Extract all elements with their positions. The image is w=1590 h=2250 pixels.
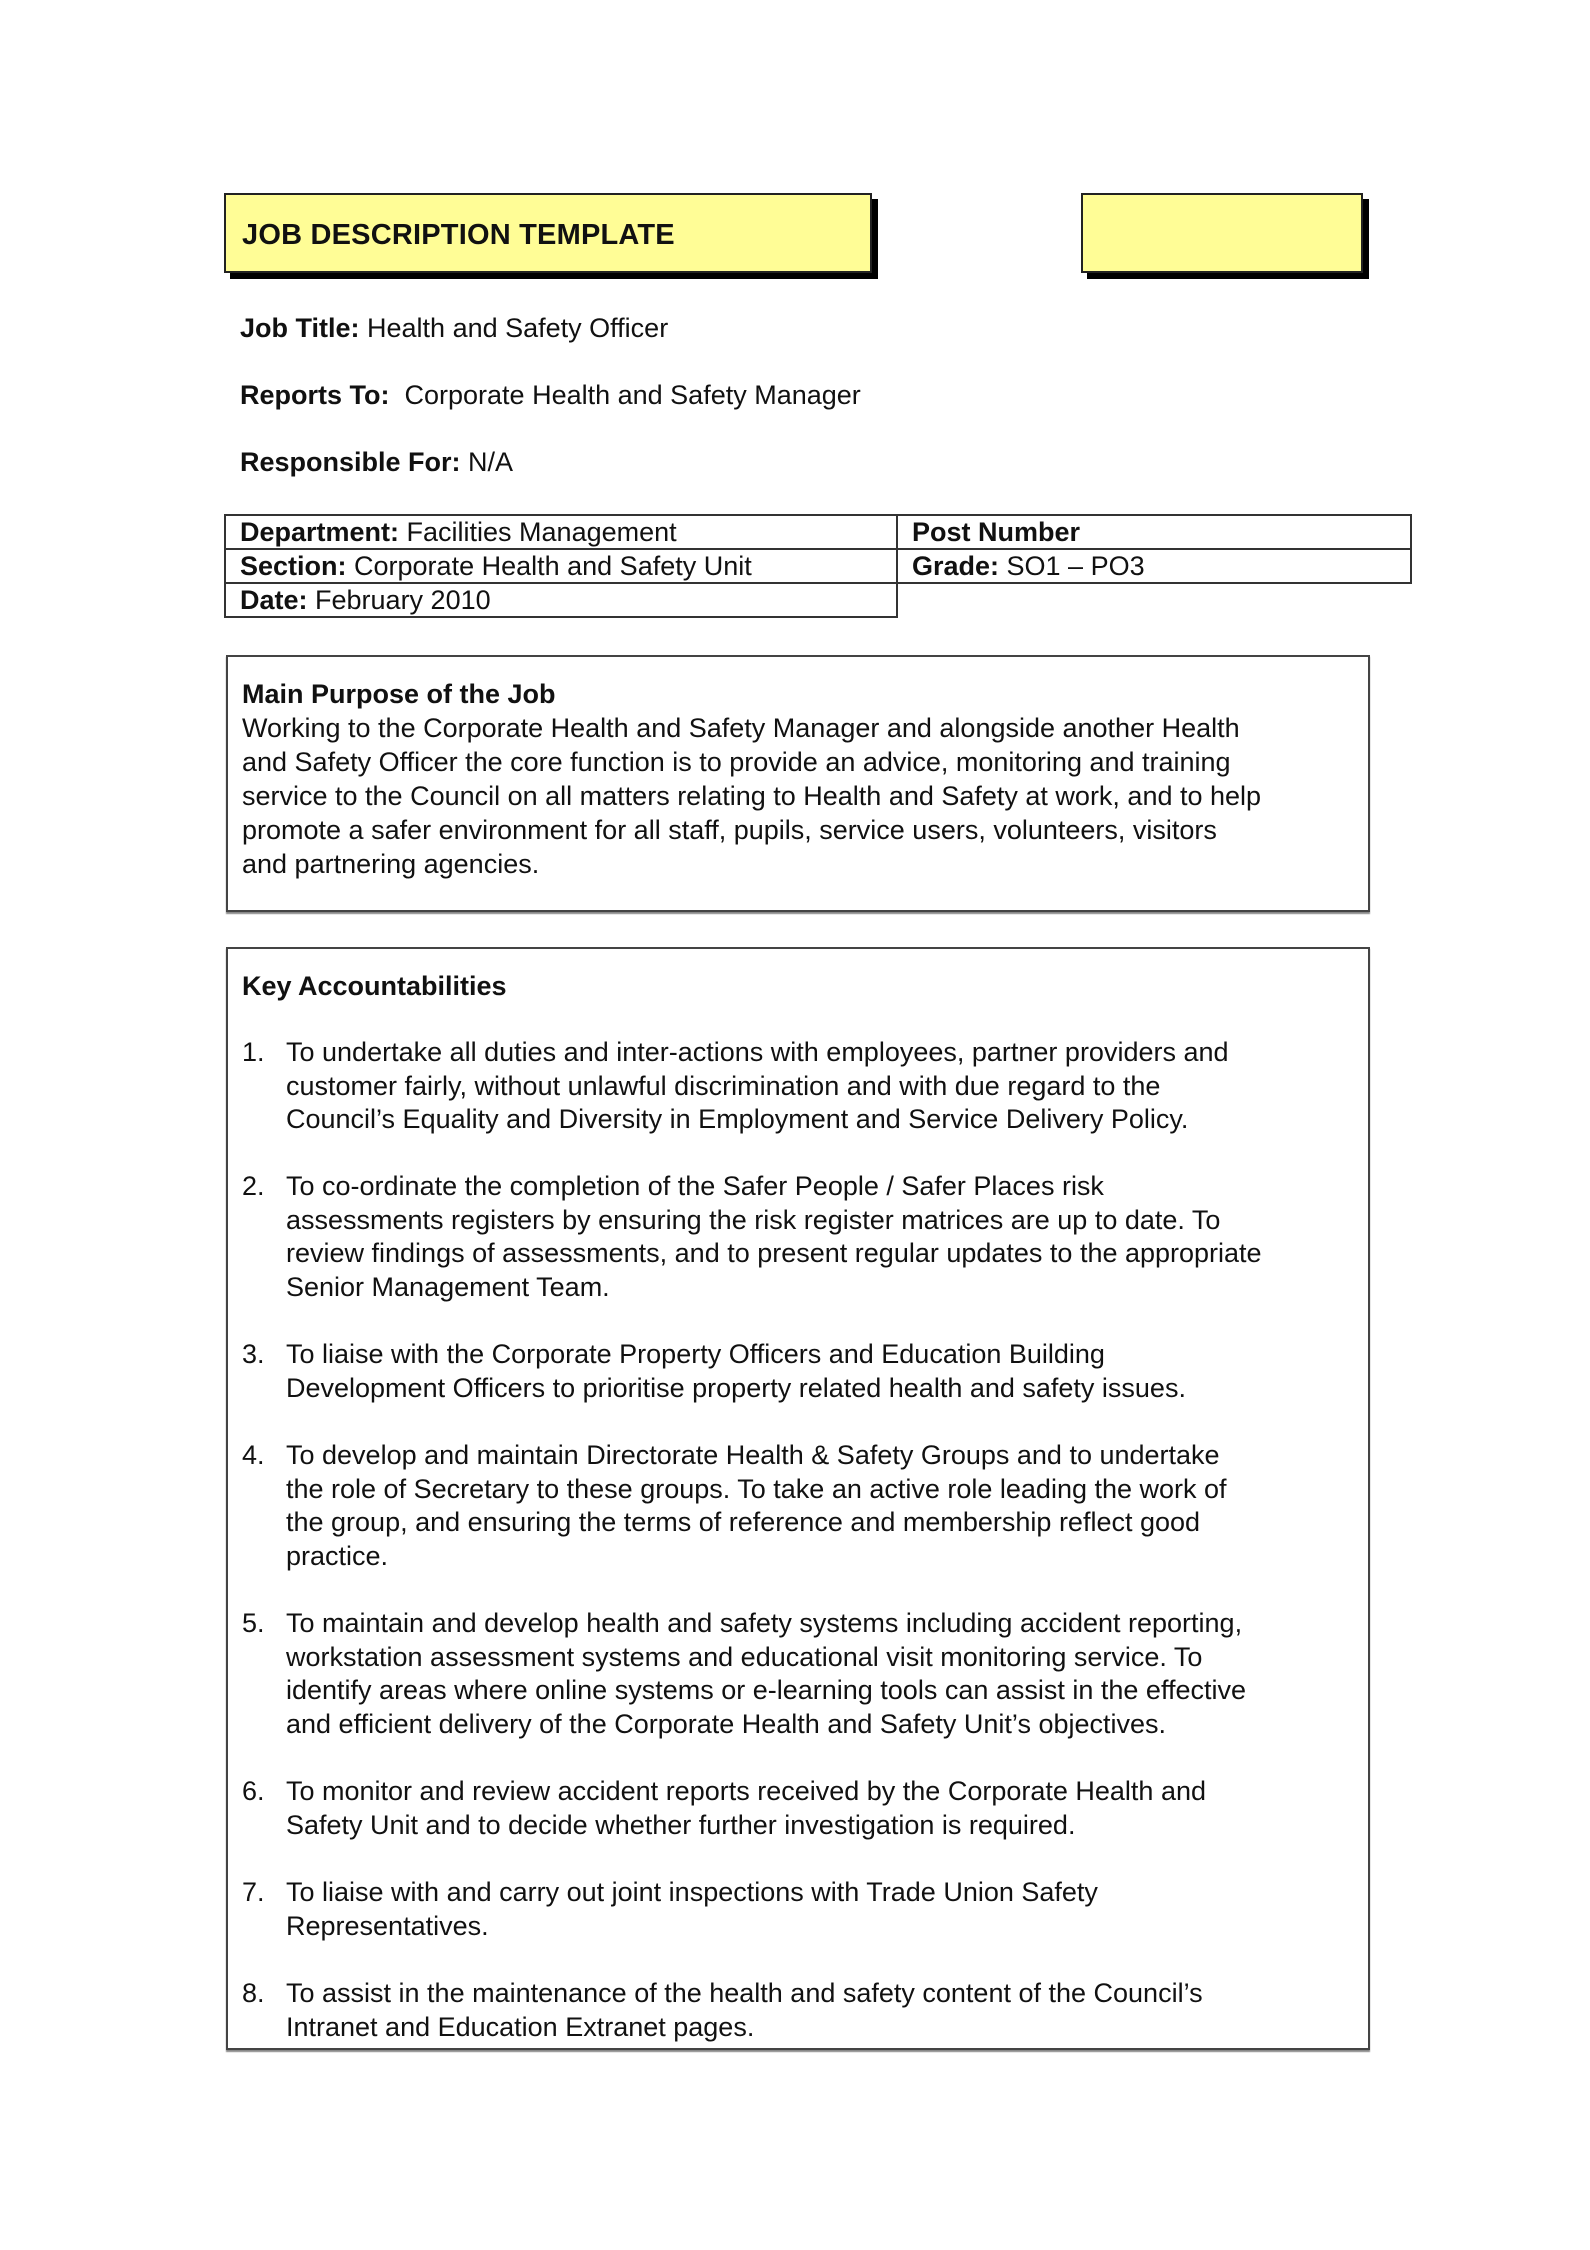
item-line: review findings of assessments, and to present regular updates to the appropriate — [286, 1238, 1262, 1269]
item-line: practice. — [286, 1540, 389, 1571]
info-row — [225, 515, 1411, 549]
item-line: To undertake all duties and inter-actions with employees, partner providers and — [286, 1037, 1229, 1067]
key-accountabilities-box — [226, 947, 1370, 2050]
key-accountabilities-title: Key Accountabilities — [242, 971, 507, 1001]
section-value: Corporate Health and Safety Unit — [346, 551, 752, 581]
item-number: 2. — [242, 1171, 265, 1201]
document-title: JOB DESCRIPTION TEMPLATE — [242, 219, 675, 251]
item-text — [286, 1775, 1356, 1842]
item-text — [286, 1876, 1356, 1943]
section-label: Section: — [240, 551, 347, 581]
reports-to-field — [240, 378, 861, 412]
department-label: Department: — [240, 517, 400, 547]
department-value: Facilities Management — [399, 517, 677, 547]
item-number: 7. — [242, 1877, 265, 1907]
job-title-field — [240, 311, 668, 345]
item-number: 8. — [242, 1978, 265, 2008]
item-text — [286, 1607, 1356, 1741]
blank-header-box — [1081, 193, 1363, 273]
main-purpose-line: Working to the Corporate Health and Safety Manager and alongside another Health — [242, 713, 1240, 743]
item-line: To develop and maintain Directorate Health & Safety Groups and to undertake — [286, 1440, 1220, 1470]
responsible-for-value: N/A — [460, 447, 514, 477]
post-number-label: Post Number — [912, 517, 1081, 547]
main-purpose-line: service to the Council on all matters relating to Health and Safety at work, and to help — [242, 781, 1262, 811]
item-text — [286, 1977, 1356, 2044]
item-line: customer fairly, without unlawful discrimination and with due regard to the — [286, 1070, 1161, 1101]
reports-to-value: Corporate Health and Safety Manager — [389, 380, 861, 410]
responsible-for-field — [240, 445, 513, 479]
item-line: Representatives. — [286, 1910, 489, 1941]
item-line: assessments registers by ensuring the risk register matrices are up to date. To — [286, 1204, 1221, 1235]
item-line: Development Officers to prioritise property related health and safety issues. — [286, 1372, 1186, 1403]
info-row — [225, 549, 1411, 583]
date-value: February 2010 — [307, 585, 491, 615]
item-line: the group, and ensuring the terms of reference and membership reflect good — [286, 1507, 1201, 1538]
item-line: the role of Secretary to these groups. To take an active role leading the work of — [286, 1473, 1227, 1504]
responsible-for-label: Responsible For: — [240, 447, 461, 477]
item-number: 1. — [242, 1037, 265, 1067]
item-text — [286, 1338, 1356, 1405]
title-box — [224, 193, 872, 273]
item-line: To maintain and develop health and safety systems including accident reporting, — [286, 1608, 1243, 1638]
section-cell — [225, 549, 897, 583]
item-line: Intranet and Education Extranet pages. — [286, 2011, 755, 2042]
item-line: identify areas where online systems or e-learning tools can assist in the effective — [286, 1675, 1246, 1706]
job-title-value: Health and Safety Officer — [359, 313, 669, 343]
item-line: To assist in the maintenance of the health and safety content of the Council’s — [286, 1978, 1203, 2008]
main-purpose-box — [226, 655, 1370, 912]
date-label: Date: — [240, 585, 308, 615]
post-number-cell — [897, 515, 1411, 549]
item-line: and efficient delivery of the Corporate Health and Safety Unit’s objectives. — [286, 1708, 1167, 1739]
item-line: Senior Management Team. — [286, 1271, 610, 1302]
item-line: workstation assessment systems and educational visit monitoring service. To — [286, 1641, 1203, 1672]
main-purpose-line: promote a safer environment for all staff, pupils, service users, volunteers, visitors — [242, 815, 1217, 845]
grade-value: SO1 – PO3 — [999, 551, 1145, 581]
reports-to-label: Reports To: — [240, 380, 390, 410]
item-text — [286, 1170, 1356, 1304]
main-purpose-line: and Safety Officer the core function is to provide an advice, monitoring and training — [242, 747, 1231, 777]
grade-cell — [897, 549, 1411, 583]
item-line: To liaise with the Corporate Property Officers and Education Building — [286, 1339, 1105, 1369]
item-number: 6. — [242, 1776, 265, 1806]
item-line: To monitor and review accident reports received by the Corporate Health and — [286, 1776, 1206, 1806]
empty-cell — [897, 583, 1411, 617]
department-cell — [225, 515, 897, 549]
item-line: Council’s Equality and Diversity in Employment and Service Delivery Policy. — [286, 1104, 1189, 1135]
item-text — [286, 1439, 1356, 1573]
info-table — [224, 514, 1412, 618]
item-line: Safety Unit and to decide whether further investigation is required. — [286, 1809, 1076, 1840]
info-row — [225, 583, 1411, 617]
date-cell — [225, 583, 897, 617]
main-purpose-title: Main Purpose of the Job — [242, 679, 556, 709]
item-line: To liaise with and carry out joint inspections with Trade Union Safety — [286, 1877, 1098, 1907]
item-number: 4. — [242, 1440, 265, 1470]
main-purpose-line: and partnering agencies. — [242, 849, 540, 879]
item-text — [286, 1036, 1356, 1137]
item-number: 3. — [242, 1339, 265, 1369]
item-number: 5. — [242, 1608, 265, 1638]
grade-label: Grade: — [912, 551, 1000, 581]
item-line: To co-ordinate the completion of the Safer People / Safer Places risk — [286, 1171, 1104, 1201]
job-title-label: Job Title: — [240, 313, 360, 343]
